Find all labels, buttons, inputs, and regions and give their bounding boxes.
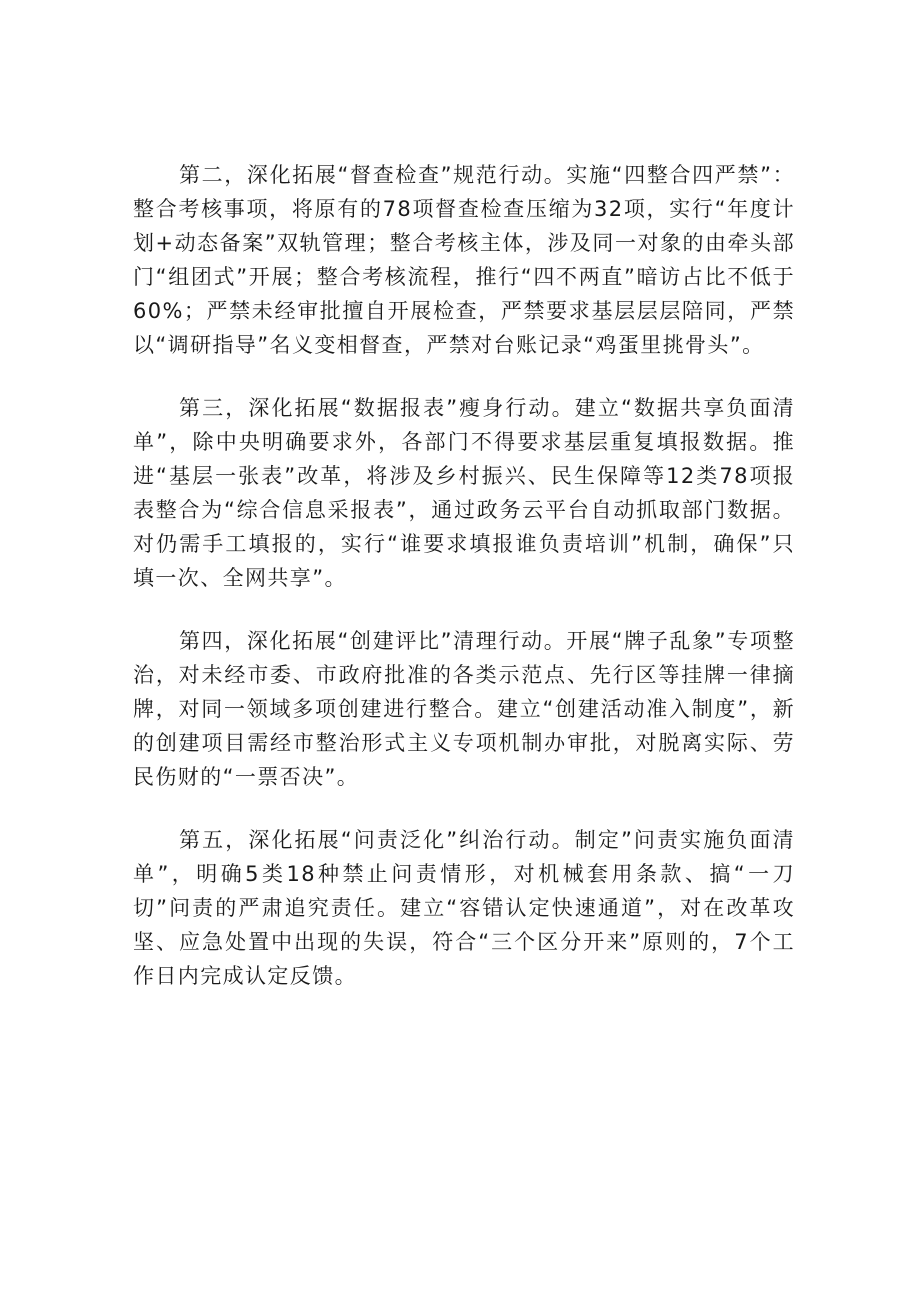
document-body	[133, 158, 795, 1022]
paragraph-creation-evaluation: 第四，深化拓展“创建评比”清理行动。开展“牌子乱象”专项整治，对未经市委、市政府批准的各类示范点、先行区等挂牌一律摘牌，对同一领域多项创建进行整合。建立“创建活动准入制度”，新的创建项目需经市整治形式主义专项机制办审批，对脱离实际、劳民伤财的“一票否决”。	[133, 629, 795, 789]
paragraph-supervision-inspection: 第二，深化拓展“督查检查”规范行动。实施“四整合四严禁”：整合考核事项，将原有的78项督查检查压缩为32项，实行“年度计划+动态备案”双轨管理；整合考核主体，涉及同一对象的由牵头部门“组团式”开展；整合考核流程，推行“四不两直”暗访占比不低于60%；严禁未经审批擅自开展检查，严禁要求基层层层陪同，严禁以“调研指导”名义变相督查，严禁对台账记录“鸡蛋里挑骨头”。	[133, 163, 795, 357]
paragraph-data-reports: 第三，深化拓展“数据报表”瘦身行动。建立“数据共享负面清单”，除中央明确要求外，各部门不得要求基层重复填报数据。推进“基层一张表”改革，将涉及乡村振兴、民生保障等12类78项报表整合为“综合信息采报表”，通过政务云平台自动抓取部门数据。对仍需手工填报的，实行“谁要求填报谁负责培训”机制，确保”只填一次、全网共享”。	[133, 396, 795, 590]
paragraph-accountability: 第五，深化拓展“问责泛化”纠治行动。制定”问责实施负面清单”，明确5类18种禁止问责情形，对机械套用条款、搞“一刀切”问责的严肃追究责任。建立“容错认定快速通道”，对在改革攻坚、应急处置中出现的失误，符合“三个区分开来”原则的，7个工作日内完成认定反馈。	[133, 828, 795, 988]
